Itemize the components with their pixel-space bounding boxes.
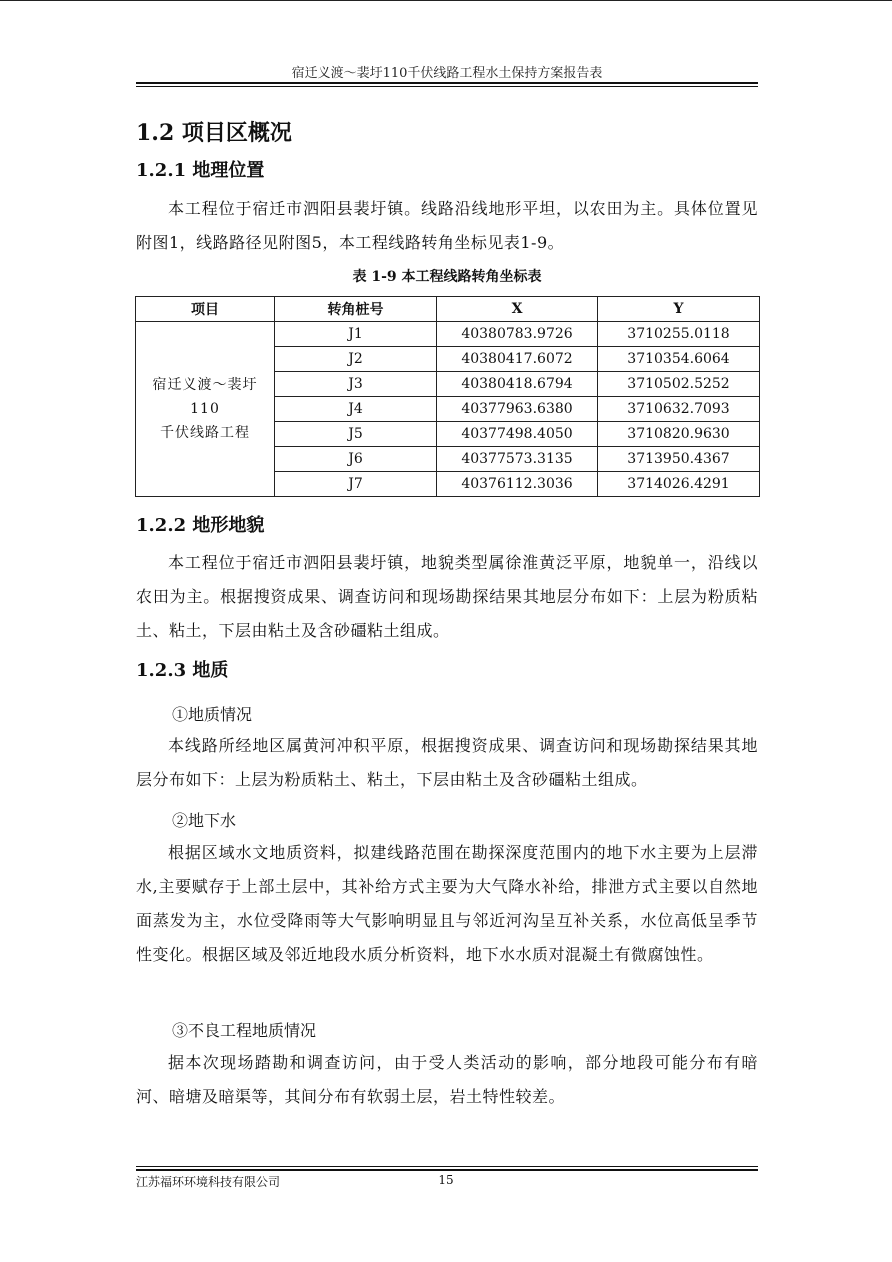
- footer-rule-thick: [136, 1169, 758, 1171]
- subsection-heading-geology: 1.2.3 地质: [136, 660, 229, 681]
- corner-id: J7: [275, 472, 437, 497]
- footer-rule-thin: [136, 1166, 758, 1167]
- coord-y: 3710632.7093: [598, 397, 760, 422]
- geology-item3-paragraph: 据本次现场踏勘和调查访问，由于受人类活动的影响，部分地段可能分布有暗河、暗塘及暗渠等，其间分布有软弱土层，岩土特性较差。: [136, 1053, 758, 1106]
- coord-y: 3713950.4367: [598, 447, 760, 472]
- coord-x: 40380417.6072: [437, 347, 598, 372]
- header-project: 项目: [136, 297, 275, 322]
- coord-y: 3714026.4291: [598, 472, 760, 497]
- corner-id: J5: [275, 422, 437, 447]
- project-name-line2: 千伏线路工程: [160, 425, 250, 441]
- coord-y: 3710820.9630: [598, 422, 760, 447]
- table-header-row: [136, 297, 760, 322]
- coord-x: 40377498.4050: [437, 422, 598, 447]
- corner-id: J4: [275, 397, 437, 422]
- coordinates-table: [135, 296, 760, 497]
- coord-x: 40376112.3036: [437, 472, 598, 497]
- coord-x: 40377963.6380: [437, 397, 598, 422]
- footer-company: 江苏福环环境科技有限公司: [136, 1175, 281, 1189]
- header-y: Y: [598, 297, 760, 322]
- corner-id: J3: [275, 372, 437, 397]
- coord-y: 3710255.0118: [598, 322, 760, 347]
- header-rule-thin: [136, 86, 758, 87]
- geology-item1-paragraph: 本线路所经地区属黄河冲积平原，根据搜资成果、调查访问和现场勘探结果其地层分布如下：上层为粉质粘土、粘土，下层由粘土及含砂礓粘土组成。: [136, 736, 758, 789]
- geology-item2-title: ②地下水: [172, 811, 237, 830]
- section-heading: 1.2 项目区概况: [136, 120, 292, 146]
- project-name-cell: [136, 322, 275, 497]
- coord-x: 40380783.9726: [437, 322, 598, 347]
- subsection-heading-terrain: 1.2.2 地形地貌: [136, 515, 265, 536]
- geology-item3-title: ③不良工程地质情况: [172, 1021, 317, 1040]
- coord-y: 3710354.6064: [598, 347, 760, 372]
- corner-id: J6: [275, 447, 437, 472]
- header-x: X: [437, 297, 598, 322]
- coord-y: 3710502.5252: [598, 372, 760, 397]
- geology-item1-title: ①地质情况: [172, 705, 253, 724]
- subsection-heading-location: 1.2.1 地理位置: [136, 160, 265, 181]
- coord-x: 40380418.6794: [437, 372, 598, 397]
- table-caption: 表 1-9 本工程线路转角坐标表: [352, 269, 542, 285]
- page-header-title: 宿迁义渡～裴圩110千伏线路工程水土保持方案报告表: [291, 66, 603, 81]
- project-name-line1: 宿迁义渡～裴圩 110: [152, 377, 258, 417]
- coord-x: 40377573.3135: [437, 447, 598, 472]
- corner-id: J2: [275, 347, 437, 372]
- location-paragraph: 本工程位于宿迁市泗阳县裴圩镇。线路沿线地形平坦，以农田为主。具体位置见附图1，线路路径见附图5，本工程线路转角坐标见表1-9。: [136, 199, 758, 252]
- geology-item2-paragraph: 根据区域水文地质资料，拟建线路范围在勘探深度范围内的地下水主要为上层滞水,主要赋存于上部土层中，其补给方式主要为大气降水补给，排泄方式主要以自然地面蒸发为主，水位受降雨等大气影响明显且与邻近河沟呈互补关系，水位高低呈季节性变化。根据区域及邻近地段水质分析资料，地下水水质对混凝土有微腐蚀性。: [136, 843, 758, 964]
- header-corner-id: 转角桩号: [275, 297, 437, 322]
- page-top-border: [0, 0, 892, 1]
- header-rule-thick: [136, 82, 758, 84]
- page-number: 15: [438, 1173, 454, 1187]
- terrain-paragraph: 本工程位于宿迁市泗阳县裴圩镇，地貌类型属徐淮黄泛平原，地貌单一，沿线以农田为主。根据搜资成果、调查访问和现场勘探结果其地层分布如下：上层为粉质粘土、粘土，下层由粘土及含砂礓粘土组成。: [136, 553, 758, 640]
- corner-id: J1: [275, 322, 437, 347]
- table-row: [136, 322, 760, 347]
